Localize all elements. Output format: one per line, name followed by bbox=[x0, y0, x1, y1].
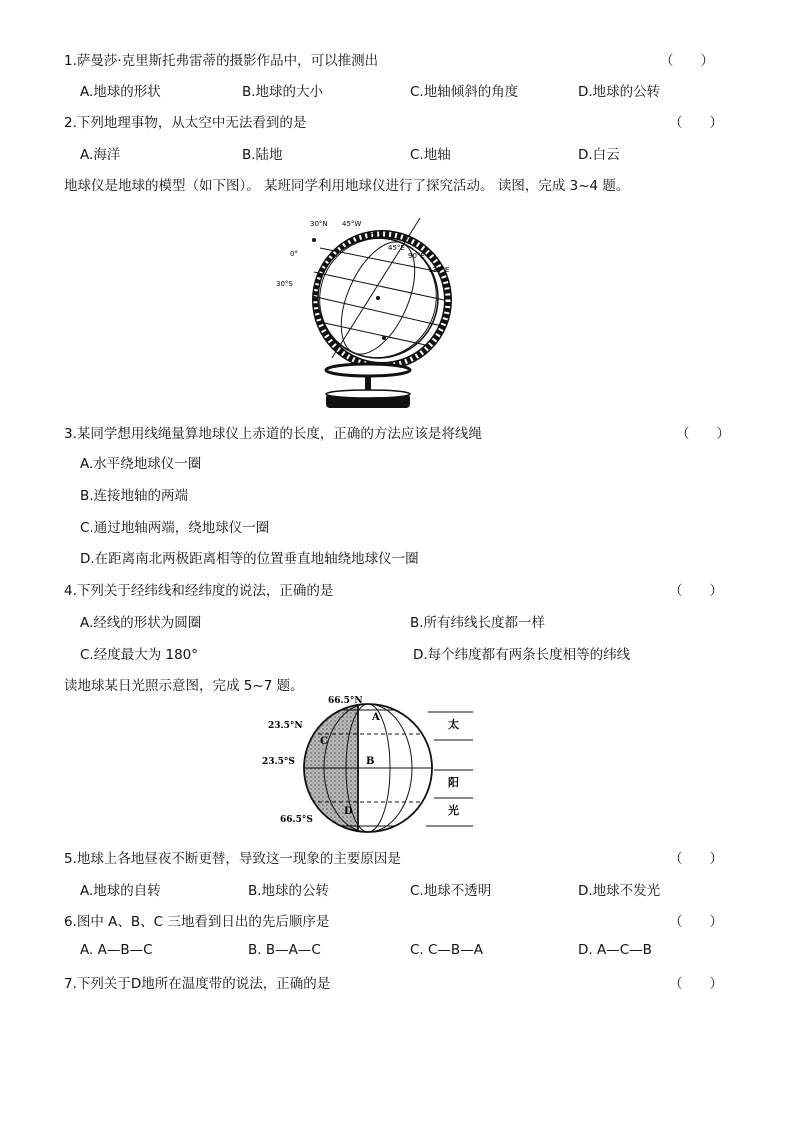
answer-paren-7[interactable]: （ ） bbox=[669, 976, 723, 992]
answer-paren-3[interactable]: （ ） bbox=[676, 426, 730, 442]
q5-option-b[interactable]: B.地球的公转 bbox=[248, 883, 330, 899]
globe-label-45w: 45°W bbox=[342, 220, 362, 228]
q6-option-d[interactable]: D. A—C—B bbox=[578, 942, 652, 958]
sun-text-3: 光 bbox=[448, 804, 459, 817]
globe-label-equator-0: 0° bbox=[290, 250, 298, 258]
illumination-figure bbox=[258, 692, 478, 842]
q1-option-d[interactable]: D.地球的公转 bbox=[578, 84, 661, 100]
question-7-stem: 7.下列关于D地所在温度带的说法，正确的是 bbox=[64, 976, 331, 992]
globe-label-30n: 30°N bbox=[310, 220, 328, 228]
q2-option-d[interactable]: D.白云 bbox=[578, 147, 620, 163]
q5-option-c[interactable]: C.地球不透明 bbox=[410, 883, 492, 899]
answer-paren-5[interactable]: （ ） bbox=[669, 851, 723, 867]
q2-option-c[interactable]: C.地轴 bbox=[410, 147, 451, 163]
question-4-stem: 4.下列关于经纬线和经纬度的说法，正确的是 bbox=[64, 583, 334, 599]
q3-option-d[interactable]: D.在距离南北两极距离相等的位置垂直地轴绕地球仪一圈 bbox=[80, 551, 419, 567]
q6-option-b[interactable]: B. B—A—C bbox=[248, 942, 321, 958]
q4-option-c[interactable]: C.经度最大为 180° bbox=[80, 647, 199, 663]
lat-label-23n: 23.5°N bbox=[268, 721, 303, 731]
answer-paren-4[interactable]: （ ） bbox=[669, 583, 723, 599]
q3-option-c[interactable]: C.通过地轴两端，绕地球仪一圈 bbox=[80, 520, 270, 536]
intro-globe: 地球仪是地球的模型（如下图）。 某班同学利用地球仪进行了探究活动。 读图，完成 3~4 题。 bbox=[64, 178, 630, 194]
globe-label-90e: 90°E bbox=[408, 252, 425, 260]
lat-label-66s: 66.5°S bbox=[280, 815, 313, 825]
globe-figure bbox=[270, 212, 465, 412]
globe-label-30s: 30°S bbox=[276, 280, 293, 288]
point-c-label: C bbox=[320, 736, 328, 747]
question-2-stem: 2.下列地理事物，从太空中无法看到的是 bbox=[64, 115, 307, 131]
intro-sunlight: 读地球某日光照示意图，完成 5~7 题。 bbox=[64, 678, 304, 694]
point-a-label: A bbox=[372, 712, 380, 723]
q6-option-c[interactable]: C. C—B—A bbox=[410, 942, 483, 958]
sun-text-2: 阳 bbox=[448, 776, 459, 789]
q1-option-a[interactable]: A.地球的形状 bbox=[80, 84, 161, 100]
q3-option-b[interactable]: B.连接地轴的两端 bbox=[80, 488, 189, 504]
point-d-label: D bbox=[344, 806, 353, 817]
question-6-stem: 6.图中 A、B、C 三地看到日出的先后顺序是 bbox=[64, 914, 330, 930]
answer-paren-6[interactable]: （ ） bbox=[669, 914, 723, 930]
q6-option-a[interactable]: A. A—B—C bbox=[80, 942, 153, 958]
lat-label-23s: 23.5°S bbox=[262, 757, 295, 767]
q2-option-b[interactable]: B.陆地 bbox=[242, 147, 283, 163]
point-b-label: B bbox=[366, 756, 375, 767]
q4-option-d[interactable]: D.每个纬度都有两条长度相等的纬线 bbox=[413, 647, 631, 663]
answer-paren-1[interactable]: （ ） bbox=[660, 53, 714, 69]
q5-option-d[interactable]: D.地球不发光 bbox=[578, 883, 661, 899]
lat-label-66n: 66.5°N bbox=[328, 696, 363, 706]
q1-option-b[interactable]: B.地球的大小 bbox=[242, 84, 324, 100]
q5-option-a[interactable]: A.地球的自转 bbox=[80, 883, 161, 899]
question-1-stem: 1.萨曼莎·克里斯托弗雷蒂的摄影作品中，可以推测出 bbox=[64, 53, 379, 69]
q4-option-b[interactable]: B.所有纬线长度都一样 bbox=[410, 615, 546, 631]
answer-paren-2[interactable]: （ ） bbox=[669, 115, 723, 131]
q2-option-a[interactable]: A.海洋 bbox=[80, 147, 121, 163]
question-3-stem: 3.某同学想用线绳量算地球仪上赤道的长度，正确的方法应该是将线绳 bbox=[64, 426, 482, 442]
q3-option-a[interactable]: A.水平绕地球仪一圈 bbox=[80, 456, 202, 472]
question-5-stem: 5.地球上各地昼夜不断更替，导致这一现象的主要原因是 bbox=[64, 851, 401, 867]
sun-text-1: 太 bbox=[448, 718, 459, 731]
q1-option-c[interactable]: C.地轴倾斜的角度 bbox=[410, 84, 519, 100]
q4-option-a[interactable]: A.经线的形状为圆圈 bbox=[80, 615, 202, 631]
globe-label-0-meridian: 0° bbox=[370, 232, 378, 240]
globe-label-45e: 45°E bbox=[388, 244, 405, 252]
globe-label-135e: 135°E bbox=[428, 266, 450, 274]
